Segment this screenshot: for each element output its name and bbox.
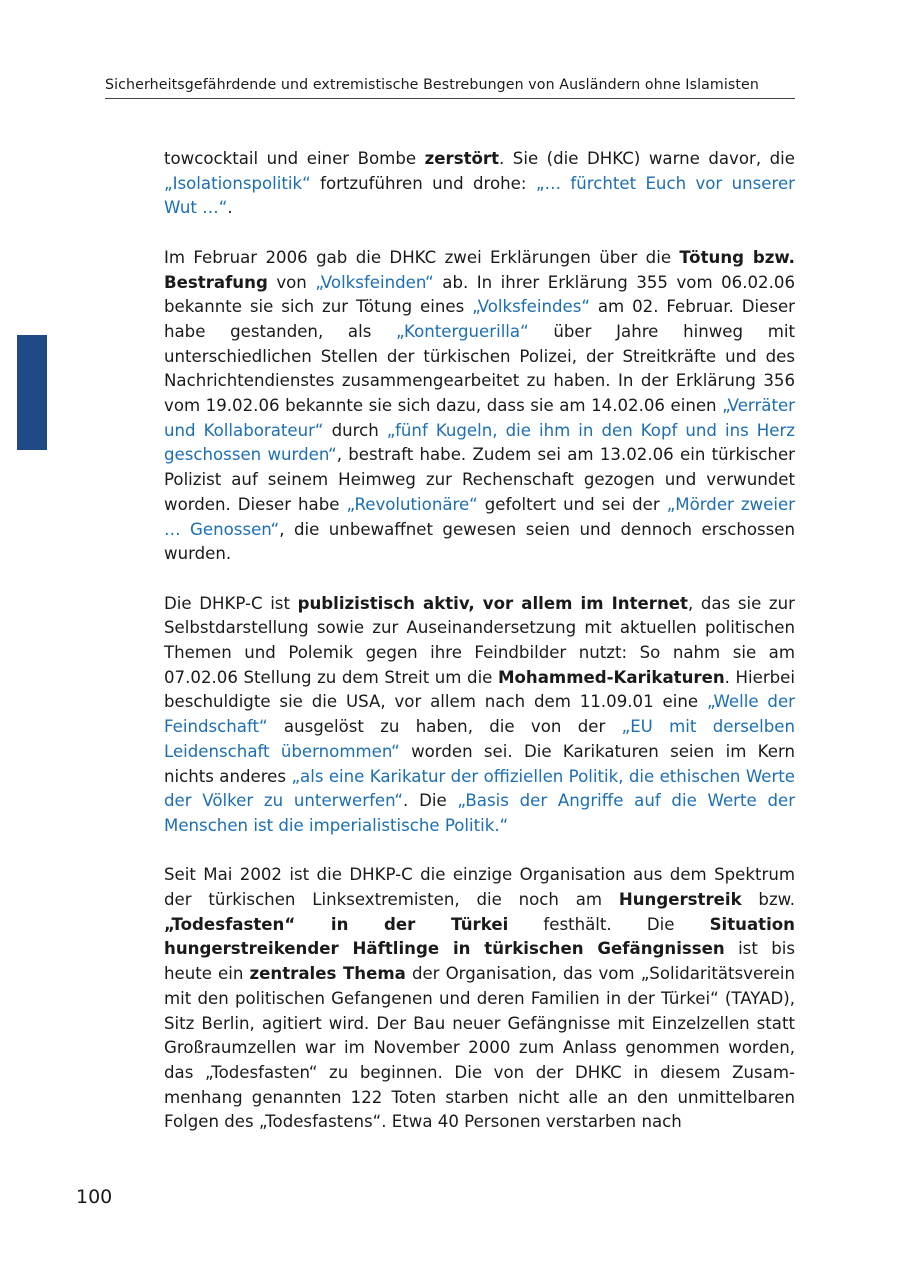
text-run: , die unbewaffnet gewesen seien und dennoch erschossen wurden. bbox=[164, 519, 796, 564]
quote-text: „Mörder zweier … Genossen“ bbox=[164, 494, 795, 539]
paragraph bbox=[164, 592, 795, 839]
quote-text: „fünf Kugeln, die ihm in den Kopf und ins Herz geschossen wurden“ bbox=[164, 420, 796, 465]
quote-text: „EU mit derselben Leidenschaft übernommen“ bbox=[164, 717, 795, 761]
text-run: festhält. Die bbox=[508, 914, 710, 934]
bold-text: zentrales Thema bbox=[249, 964, 406, 984]
quote-text: „Isolationspolitik“ bbox=[164, 173, 311, 193]
running-header: Sicherheitsgefährdende und extremistische Bestrebungen von Ausländern ohne Islamisten bbox=[105, 77, 759, 93]
quote-text: „als eine Karikatur der offiziellen Politik, die ethischen Werte der Völker zu unterwerfen“ bbox=[164, 766, 795, 811]
text-run: ausgelöst zu haben, die von der bbox=[267, 717, 622, 737]
text-run: . Sie (die DHKC) warne davor, die bbox=[499, 149, 795, 168]
bold-text: Situation hungerstreikender Häftlinge in türkischen Gefängnissen bbox=[164, 914, 795, 959]
paragraph bbox=[164, 863, 795, 1135]
quote-text: „Volksfeindes“ bbox=[472, 297, 590, 317]
bold-text: Hungerstreik bbox=[618, 890, 742, 910]
text-run: . Hierbei beschuldigte sie die USA, vor allem nach dem 11.09.01 eine bbox=[164, 667, 795, 712]
paragraph bbox=[164, 147, 795, 221]
text-run: Die DHKP-C ist bbox=[164, 593, 298, 613]
text-run: , das sie zur Selbstdarstellung sowie zur Auseinandersetzung mit aktuellen politischen Themen und Polemik gegen ihre Feindbilder nutzt: So nahm sie am 07.02.06 Stellung zu dem Streit um die bbox=[164, 593, 795, 687]
text-run: bzw. bbox=[741, 890, 795, 910]
text-run: Im Februar 2006 gab die DHKC zwei Erklärungen über die bbox=[164, 247, 680, 267]
quote-text: „Welle der Feindschaft“ bbox=[164, 692, 795, 737]
text-run: . bbox=[227, 198, 233, 218]
quote-text: „Revolutionäre“ bbox=[346, 494, 478, 514]
bold-text: „Todesfasten“ in der Türkei bbox=[164, 914, 509, 934]
text-run: , bestraft habe. Zudem sei am 13.02.06 ein türkischer Polizist auf seinem Heimweg zur Rechenschaft gezogen und verwundet worden. Dieser habe bbox=[164, 445, 795, 514]
bold-text: zerstört bbox=[424, 149, 500, 168]
bold-text: Mohammed-Karikaturen bbox=[497, 667, 725, 687]
page-number: 100 bbox=[76, 1186, 113, 1208]
text-run: towcocktail und einer Bombe bbox=[164, 149, 425, 168]
chapter-marker bbox=[17, 335, 47, 450]
text-run: ab. In ihrer Erklärung 355 vom 06.02.06 bekannte sie sich zur Tötung eines bbox=[164, 272, 796, 317]
body-text bbox=[164, 147, 795, 1160]
quote-text: „… fürchtet Euch vor unserer Wut …“ bbox=[164, 173, 795, 218]
quote-text: „Konterguerilla“ bbox=[396, 321, 529, 341]
text-run: über Jahre hinweg mit unterschiedlichen Stellen der türkischen Polizei, der Streitkräfte und des Nachrichtendienstes zusammengearbeitet zu haben. In der Erklärung 356 vom 19.02.06 bekannte sie sich dazu, dass sie am 14.02.06 einen bbox=[164, 321, 795, 416]
text-run: von bbox=[267, 272, 316, 292]
bold-text: publizistisch aktiv, vor allem im Internet bbox=[297, 593, 688, 613]
text-run: durch bbox=[323, 420, 387, 440]
text-run: am 02. Februar. Dieser habe gestanden, als bbox=[164, 297, 795, 341]
header-rule bbox=[105, 98, 795, 99]
text-run: der Organisation, das vom „Solidaritätsverein mit den politischen Gefangenen und deren Familien in der Türkei“ (TAYAD), Sitz Berlin, agitiert wird. Der Bau neuer Gefängnisse mit Einzelzellen statt Großraumzellen war im November 2000 zum Anlass genommen worden, das „Todesfasten“ zu beginnen. Die von der DHKC in diesem Zusammenhang genannten 122 Toten starben nicht alle an den unmittelbaren Folgen des „Todesfastens“. Etwa 40 Personen verstarben nach bbox=[164, 964, 795, 1132]
text-run: Seit Mai 2002 ist die DHKP-C die einzige Organisation aus dem Spektrum der türkischen Linksextremisten, die noch am bbox=[164, 865, 795, 910]
text-run: . Die bbox=[403, 791, 458, 811]
bold-text: Tötung bzw. Bestrafung bbox=[164, 247, 795, 292]
text-run: fortzuführen und drohe: bbox=[310, 173, 536, 193]
paragraph bbox=[164, 246, 795, 567]
text-run: gefoltert und sei der bbox=[477, 494, 667, 514]
quote-text: „Basis der Angriffe auf die Werte der Menschen ist die imperialistische Politik.“ bbox=[164, 791, 796, 835]
text-run: worden sei. Die Karikaturen seien im Kern nichts anderes bbox=[164, 741, 795, 786]
text-run: ist bis heute ein bbox=[164, 939, 795, 984]
quote-text: „Volksfeinden“ bbox=[315, 272, 434, 292]
quote-text: „Verräter und Kollaborateur“ bbox=[164, 396, 795, 440]
